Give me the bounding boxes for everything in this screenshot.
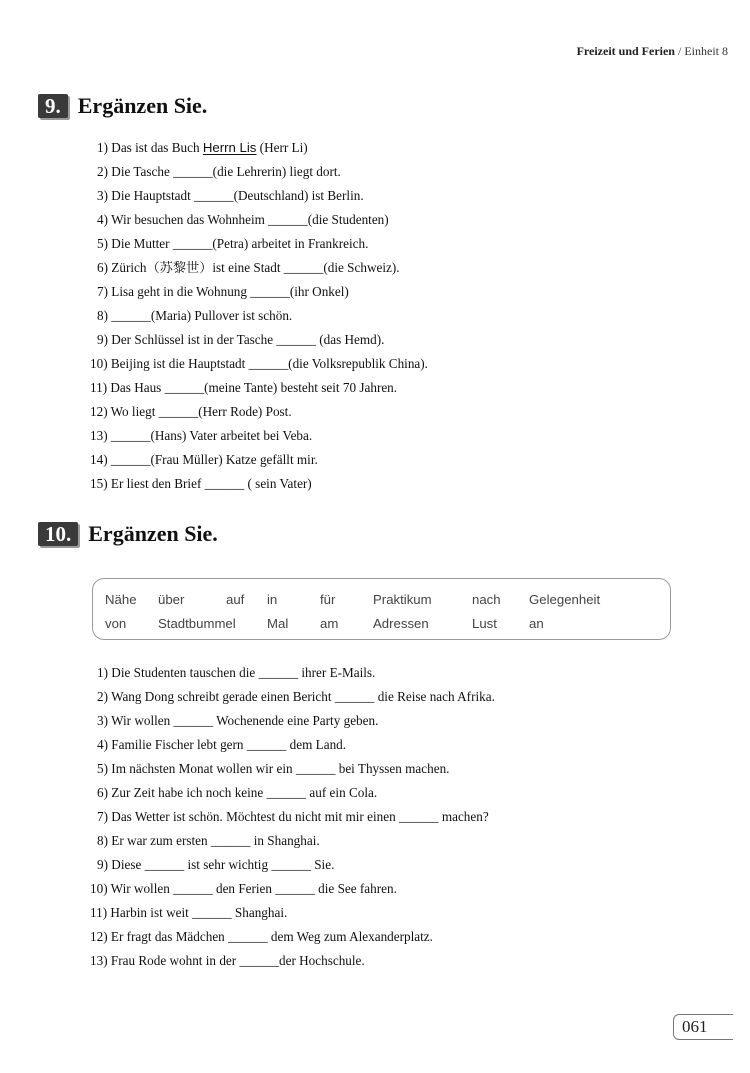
list-item xyxy=(97,236,368,252)
word-bank-box xyxy=(92,578,671,640)
word-bank-word: Stadtbummel xyxy=(158,616,236,631)
list-item xyxy=(97,737,346,753)
list-item xyxy=(97,308,292,324)
question-number: 9) xyxy=(97,857,108,872)
list-item xyxy=(90,404,292,420)
question-number: 2) xyxy=(97,164,108,179)
question-number: 5) xyxy=(97,761,108,776)
list-item xyxy=(90,356,428,372)
question-number: 5) xyxy=(97,236,108,251)
exercise-number-badge: 10. xyxy=(38,522,78,546)
question-number: 7) xyxy=(97,809,108,824)
exercise-heading: Ergänzen Sie. xyxy=(77,93,208,118)
word-bank-word: Adressen xyxy=(373,616,429,631)
question-number: 12) xyxy=(90,929,108,944)
question-text: Wang Dong schreibt gerade einen Bericht ______ die Reise nach Afrika. xyxy=(111,689,495,704)
question-number: 6) xyxy=(97,260,108,275)
question-text: Harbin ist weit ______ Shanghai. xyxy=(110,905,288,920)
list-item xyxy=(97,260,400,276)
list-item xyxy=(90,380,397,396)
list-item xyxy=(97,761,449,777)
chapter-title: Freizeit und Ferien xyxy=(576,44,675,58)
question-text: Lisa geht in die Wohnung ______(ihr Onkel) xyxy=(111,284,349,299)
list-item xyxy=(90,953,365,969)
question-text: Er war zum ersten ______ in Shanghai. xyxy=(111,833,320,848)
list-item xyxy=(90,476,312,492)
list-item xyxy=(97,140,308,156)
list-item xyxy=(97,689,495,705)
word-bank-word: Mal xyxy=(267,616,289,631)
question-text: Die Tasche ______(die Lehrerin) liegt dort. xyxy=(111,164,341,179)
question-number: 13) xyxy=(90,953,108,968)
question-number: 13) xyxy=(90,428,108,443)
question-number: 2) xyxy=(97,689,108,704)
filled-answer: Herrn Lis xyxy=(202,140,257,155)
list-item xyxy=(97,713,378,729)
question-text: Zur Zeit habe ich noch keine ______ auf ein Cola. xyxy=(111,785,378,800)
question-number: 3) xyxy=(97,188,108,203)
question-text: Diese ______ ist sehr wichtig ______ Sie. xyxy=(111,857,335,872)
question-number: 10) xyxy=(90,356,108,371)
question-number: 7) xyxy=(97,284,108,299)
list-item xyxy=(90,881,397,897)
question-text: Das Haus ______(meine Tante) besteht seit 70 Jahren. xyxy=(110,380,398,395)
question-number: 15) xyxy=(90,476,108,491)
question-number: 1) xyxy=(97,665,108,680)
question-number: 4) xyxy=(97,737,108,752)
question-text: Zürich（苏黎世）ist eine Stadt ______(die Schweiz). xyxy=(111,260,400,275)
question-text: Die Studenten tauschen die ______ ihrer E-Mails. xyxy=(111,665,376,680)
list-item xyxy=(97,665,375,681)
question-text: Wo liegt ______(Herr Rode) Post. xyxy=(110,404,292,419)
question-text: Beijing ist die Hauptstadt ______(die Volksrepublik China). xyxy=(110,356,428,371)
header-separator: / xyxy=(677,44,682,58)
question-number: 14) xyxy=(90,452,108,467)
list-item xyxy=(97,809,489,825)
question-text: Im nächsten Monat wollen wir ein ______ bei Thyssen machen. xyxy=(111,761,450,776)
question-number: 10) xyxy=(90,881,108,896)
exercise-9-title xyxy=(38,93,207,119)
question-text: Wir wollen ______ Wochenende eine Party geben. xyxy=(111,713,379,728)
exercise-number-badge: 9. xyxy=(38,94,68,118)
word-bank-word: nach xyxy=(472,592,501,607)
word-bank-word: Gelegenheit xyxy=(529,592,601,607)
question-text: ______(Maria) Pullover ist schön. xyxy=(111,308,293,323)
list-item xyxy=(90,929,433,945)
question-number: 4) xyxy=(97,212,108,227)
list-item xyxy=(97,785,377,801)
running-header xyxy=(577,44,728,59)
list-item xyxy=(90,452,318,468)
question-text: Die Mutter ______(Petra) arbeitet in Frankreich. xyxy=(111,236,369,251)
question-text: Das Wetter ist schön. Möchtest du nicht mit mir einen ______ machen? xyxy=(111,809,489,824)
word-bank-word: in xyxy=(267,592,278,607)
question-text: Wir besuchen das Wohnheim ______(die Studenten) xyxy=(111,212,389,227)
word-bank-word: auf xyxy=(226,592,245,607)
word-bank-word: Nähe xyxy=(105,592,137,607)
question-text: (Herr Li) xyxy=(256,140,308,155)
question-number: 3) xyxy=(97,713,108,728)
list-item xyxy=(97,212,389,228)
question-number: 9) xyxy=(97,332,108,347)
question-text: Wir wollen ______ den Ferien ______ die See fahren. xyxy=(110,881,397,896)
word-bank-word: über xyxy=(158,592,185,607)
word-bank-word: Praktikum xyxy=(373,592,432,607)
question-text: Der Schlüssel ist in der Tasche ______ (das Hemd). xyxy=(111,332,385,347)
question-number: 12) xyxy=(90,404,108,419)
list-item xyxy=(97,332,384,348)
question-text: ______(Hans) Vater arbeitet bei Veba. xyxy=(110,428,313,443)
list-item xyxy=(90,428,312,444)
page-number: 061 xyxy=(673,1014,733,1040)
question-text: Die Hauptstadt ______(Deutschland) ist Berlin. xyxy=(111,188,364,203)
question-number: 6) xyxy=(97,785,108,800)
question-text: Frau Rode wohnt in der ______der Hochschule. xyxy=(110,953,365,968)
list-item xyxy=(97,164,341,180)
question-text: Er liest den Brief ______ ( sein Vater) xyxy=(110,476,312,491)
unit-label: Einheit xyxy=(684,44,719,58)
question-text: ______(Frau Müller) Katze gefällt mir. xyxy=(110,452,318,467)
exercise-heading: Ergänzen Sie. xyxy=(88,521,218,546)
question-text: Er fragt das Mädchen ______ dem Weg zum Alexanderplatz. xyxy=(110,929,433,944)
word-bank-word: von xyxy=(105,616,127,631)
word-bank-word: am xyxy=(320,616,339,631)
question-text: Familie Fischer lebt gern ______ dem Land. xyxy=(111,737,347,752)
word-bank-word: an xyxy=(529,616,544,631)
question-number: 1) xyxy=(97,140,108,155)
question-number: 8) xyxy=(97,308,108,323)
question-text: Das ist das Buch xyxy=(111,140,203,155)
list-item xyxy=(97,188,364,204)
exercise-10-title xyxy=(38,521,218,547)
unit-number: 8 xyxy=(722,44,728,58)
question-number: 11) xyxy=(90,380,108,395)
list-item xyxy=(97,857,334,873)
list-item xyxy=(97,284,349,300)
word-bank-word: für xyxy=(320,592,336,607)
word-bank-word: Lust xyxy=(472,616,497,631)
list-item xyxy=(97,833,320,849)
question-number: 11) xyxy=(90,905,108,920)
question-number: 8) xyxy=(97,833,108,848)
list-item xyxy=(90,905,287,921)
